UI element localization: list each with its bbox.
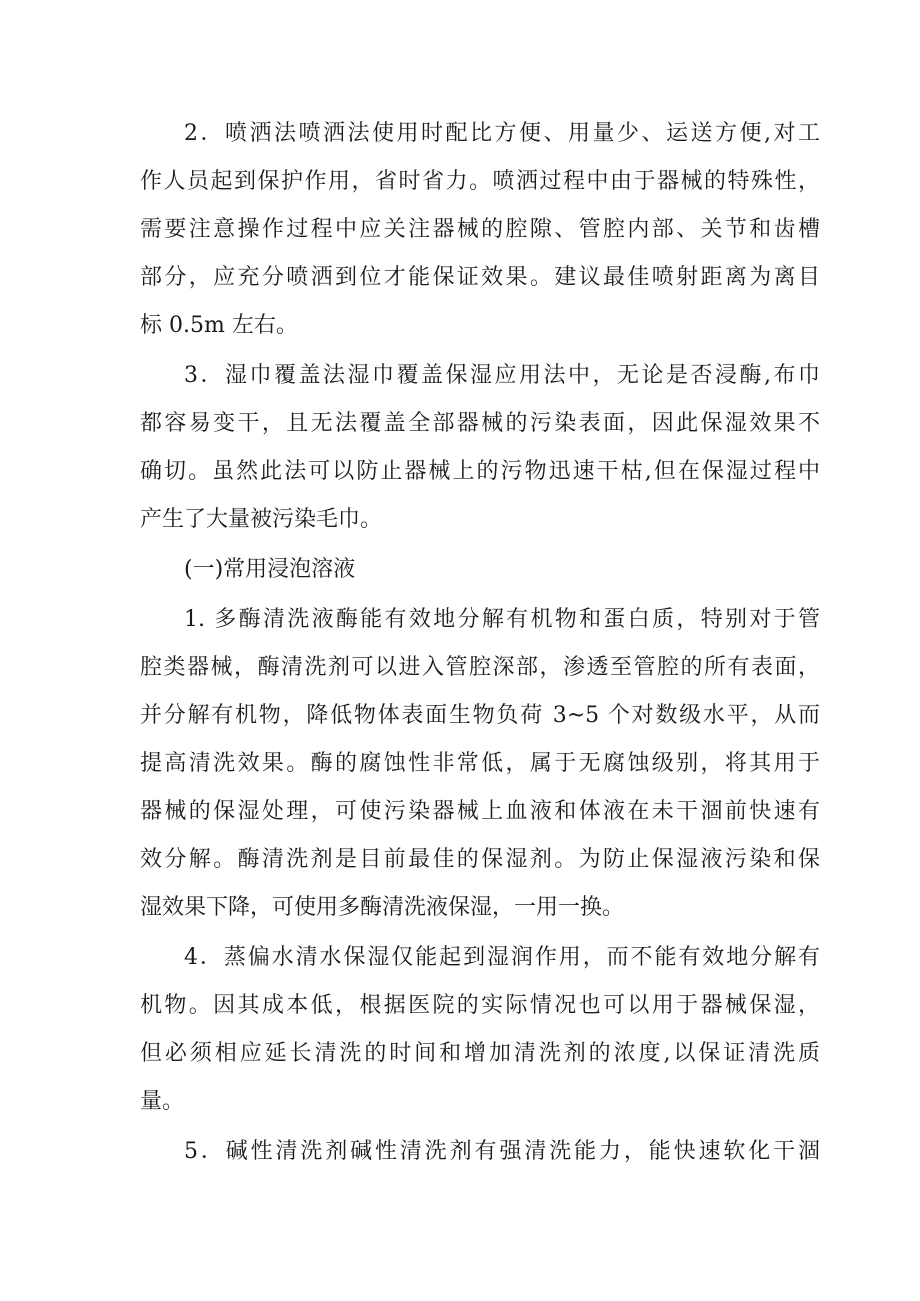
section-heading — [140, 546, 820, 594]
text-line: 部分，应充分喷洒到位才能保证效果。建议最佳喷射距离为离目 — [140, 265, 820, 290]
paragraph-distilled-water — [140, 934, 820, 1126]
text-line: 确切。虽然此法可以防止器械上的污物迅速干枯,但在保湿过程中 — [140, 459, 820, 484]
text-line: 提高清洗效果。酶的腐蚀性非常低，属于无腐蚀级别，将其用于 — [140, 751, 820, 776]
text-line: 4．蒸偏水清水保湿仅能起到湿润作用，而不能有效地分解有 — [184, 945, 820, 970]
text-line: 量。 — [140, 1089, 185, 1114]
text-line: 腔类器械，酶清洗剂可以进入管腔深部，渗透至管腔的所有表面， — [140, 655, 820, 680]
text-line: 器械的保湿处理，可使污染器械上血液和体液在未干涸前快速有 — [140, 799, 820, 824]
text-line: 需要注意操作过程中应关注器械的腔隙、管腔内部、关节和齿槽 — [140, 217, 820, 242]
text-line: 都容易变干，且无法覆盖全部器械的污染表面，因此保湿效果不 — [140, 411, 820, 436]
text-line: 效分解。酶清洗剂是目前最佳的保湿剂。为防止保湿液污染和保 — [140, 847, 820, 872]
paragraph-spraying-method — [140, 110, 820, 350]
text-line: 湿效果下降，可使用多酶清洗液保湿，一用一换。 — [140, 895, 625, 920]
text-line: 3．湿巾覆盖法湿巾覆盖保湿应用法中，无论是否浸酶,布巾 — [184, 363, 820, 388]
text-line: 2．喷洒法喷洒法使用时配比方便、用量少、运送方便,对工 — [184, 121, 820, 146]
text-line: 作人员起到保护作用，省时省力。喷洒过程中由于器械的特殊性， — [140, 169, 820, 194]
document-page — [140, 110, 820, 1178]
heading-text: (一)常用浸泡溶液 — [184, 557, 356, 582]
text-line: 机物。因其成本低，根据医院的实际情况也可以用于器械保湿， — [140, 993, 820, 1018]
text-line: 5．碱性清洗剂碱性清洗剂有强清洗能力，能快速软化干涸 — [184, 1139, 820, 1164]
text-line: 并分解有机物，降低物体表面生物负荷 3~5 个对数级水平，从而 — [140, 703, 820, 728]
paragraph-alkaline-cleaner — [140, 1128, 820, 1176]
text-line: 但必须相应延长清洗的时间和增加清洗剂的浓度,以保证清洗质 — [140, 1041, 820, 1066]
paragraph-wet-towel-method — [140, 352, 820, 544]
text-line: 1. 多酶清洗液酶能有效地分解有机物和蛋白质，特别对于管 — [184, 607, 820, 632]
text-line: 产生了大量被污染毛巾。 — [140, 507, 383, 532]
text-line: 标 0.5m 左右。 — [140, 313, 298, 338]
paragraph-enzyme-cleaner — [140, 596, 820, 932]
